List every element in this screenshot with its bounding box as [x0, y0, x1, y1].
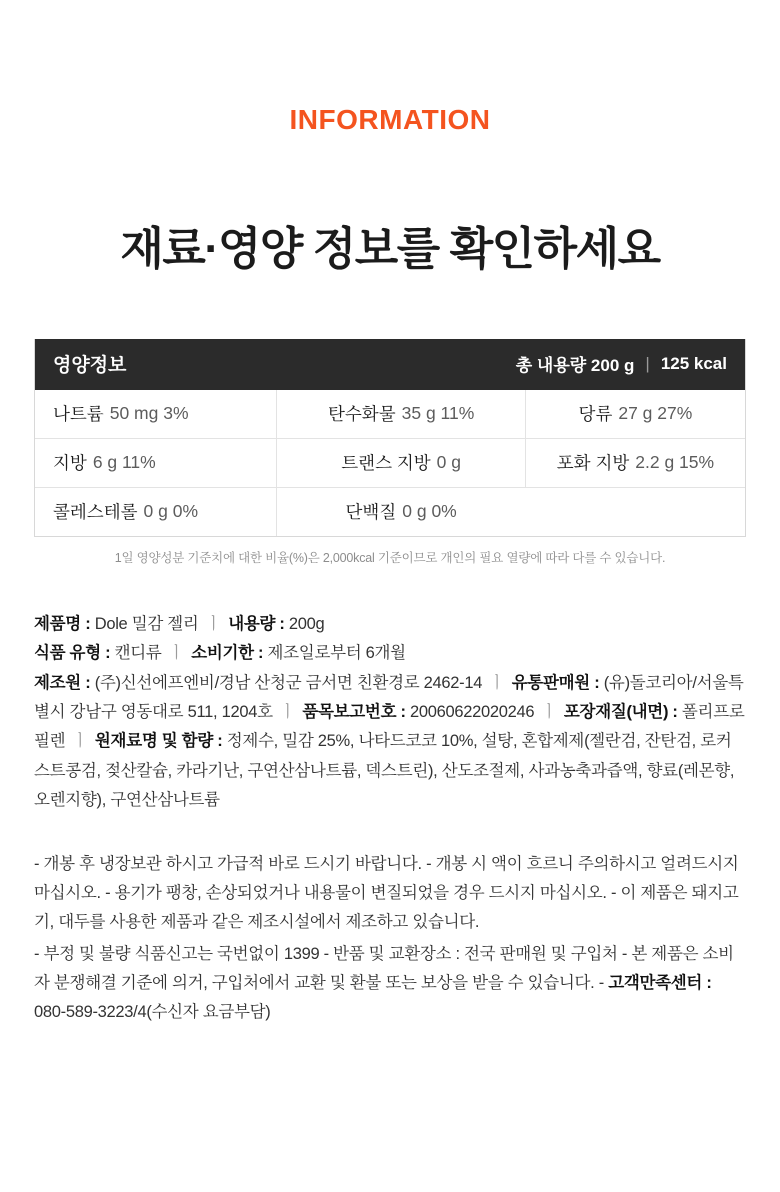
nutrient-value: 6 g 11% — [92, 452, 156, 472]
storage-notice: - 개봉 후 냉장보관 하시고 가급적 바로 드시기 바랍니다. - 개봉 시 액이 흐르니 주의하시고 얼려드시지 마십시오. - 용기가 팽창, 손상되었거나 내용물이 변질되었을 경우 드시지 마십시오. - 이 제품은 돼지고기, 대두를 사용한 제품과 같은 제조시설에서 제조하고 있습니다. — [34, 854, 739, 932]
table-row — [35, 439, 745, 488]
nutrient-value: 0 g — [436, 452, 461, 472]
expiry-value: 제조일로부터 6개월 — [267, 644, 406, 663]
nutrition-title: 영양정보 — [53, 355, 127, 376]
info-divider: ㅣ — [541, 703, 557, 722]
nutrient-cell-empty — [525, 488, 745, 536]
nutrient-name: 트랜스 지방 — [341, 453, 431, 473]
daily-value-footnote: 1일 영양성분 기준치에 대한 비율(%)은 2,000kcal 기준이므로 개인의 필요 열량에 따라 다를 수 있습니다. — [114, 551, 666, 565]
nutrient-cell-saturated-fat — [525, 439, 745, 487]
report-number-label: 품목보고번호 : — [302, 703, 406, 722]
nutrient-cell-sodium — [35, 390, 276, 438]
consumer-notice-text: - 부정 및 불량 식품신고는 국번없이 1399 - 반품 및 교환장소 : 전국 판매원 및 구입처 - 본 제품은 소비자 분쟁해결 기준에 의거, 구입처에서 교환 및 환불 또는 보상을 받을 수 있습니다. - — [34, 944, 734, 992]
food-type-value: 캔디류 — [114, 644, 162, 663]
bottom-spacer — [34, 1030, 746, 1088]
nutrition-table-header — [35, 339, 745, 390]
table-row — [35, 488, 745, 536]
nutrient-value: 0 g 0% — [402, 501, 457, 521]
nutrient-name: 탄수화물 — [328, 404, 396, 424]
distributor-label: 유통판매원 : — [511, 673, 600, 692]
product-name-label: 제품명 : — [34, 615, 91, 633]
food-type-label: 식품 유형 : — [34, 644, 111, 663]
product-info-block — [34, 610, 746, 816]
customer-center-label: 고객만족센터 : — [608, 973, 712, 992]
report-number-value: 20060622020246 — [410, 703, 535, 722]
nutrient-cell-protein — [276, 488, 525, 536]
distributor-value: (유)돌코리아/서울특별시 강남구 영동대로 511, 1204호 — [34, 673, 744, 722]
packaging-label: 포장재질(내면) : — [563, 703, 678, 722]
info-divider: ㅣ — [72, 732, 88, 751]
nutrient-value: 2.2 g 15% — [635, 452, 715, 472]
nutrient-name: 당류 — [578, 404, 613, 424]
nutrient-cell-cholesterol — [35, 488, 276, 536]
nutrient-value: 0 g 0% — [143, 501, 199, 521]
nutrient-cell-fat — [35, 439, 276, 487]
nutrient-name: 콜레스테롤 — [53, 502, 138, 522]
nutrient-name: 나트륨 — [53, 404, 104, 424]
product-name-value: Dole 밀감 젤리 — [94, 615, 199, 633]
net-weight-value: 200g — [288, 615, 325, 633]
net-weight-label: 내용량 : — [228, 615, 285, 633]
page-title: 재료·영양 정보를 확인하세요 — [120, 223, 660, 274]
table-row — [35, 390, 745, 439]
total-calories: 125 kcal — [660, 353, 727, 373]
info-divider: ㅣ — [279, 703, 296, 722]
nutrient-name: 지방 — [53, 453, 87, 473]
info-divider: ㅣ — [489, 673, 505, 692]
section-eyebrow: INFORMATION — [289, 104, 491, 135]
nutrient-cell-trans-fat — [276, 439, 525, 487]
ingredients-label: 원재료명 및 함량 : — [94, 732, 223, 751]
nutrition-facts-table — [34, 339, 746, 537]
expiry-label: 소비기한 : — [191, 644, 264, 663]
info-divider: ㅣ — [205, 615, 222, 633]
nutrient-name: 포화 지방 — [556, 453, 630, 473]
nutrient-cell-carbohydrate — [276, 390, 525, 438]
nutrient-value: 27 g 27% — [618, 403, 693, 423]
ingredients-value: 정제수, 밀감 25%, 나타드코코 10%, 설탕, 혼합제제(젤란검, 잔탄검, 로커스트콩검, 젖산칼슘, 카라기난, 구연산삼나트륨, 덱스트린), 산도조절제, 사과농축과즙액, 향료(레몬향, 오렌지향), 구연산삼나트륨 — [34, 732, 735, 810]
packaging-value: 폴리프로필렌 — [34, 703, 745, 751]
nutrient-value: 50 mg 3% — [109, 403, 189, 423]
customer-center-number: 080-589-3223/4(수신자 요금부담) — [34, 1003, 271, 1022]
nutrient-cell-sugars — [525, 390, 745, 438]
summary-separator: | — [645, 353, 650, 373]
manufacturer-label: 제조원 : — [34, 673, 91, 692]
total-amount: 총 내용량 200 g — [515, 356, 635, 375]
nutrient-name: 단백질 — [345, 502, 397, 522]
nutrition-summary — [516, 351, 727, 376]
notice-block — [34, 850, 746, 1028]
consumer-notice — [34, 940, 746, 1028]
info-divider: ㅣ — [168, 644, 185, 663]
manufacturer-value: (주)신선에프엔비/경남 산청군 금서면 친환경로 2462-14 — [94, 673, 483, 692]
nutrient-value: 35 g 11% — [401, 403, 475, 423]
